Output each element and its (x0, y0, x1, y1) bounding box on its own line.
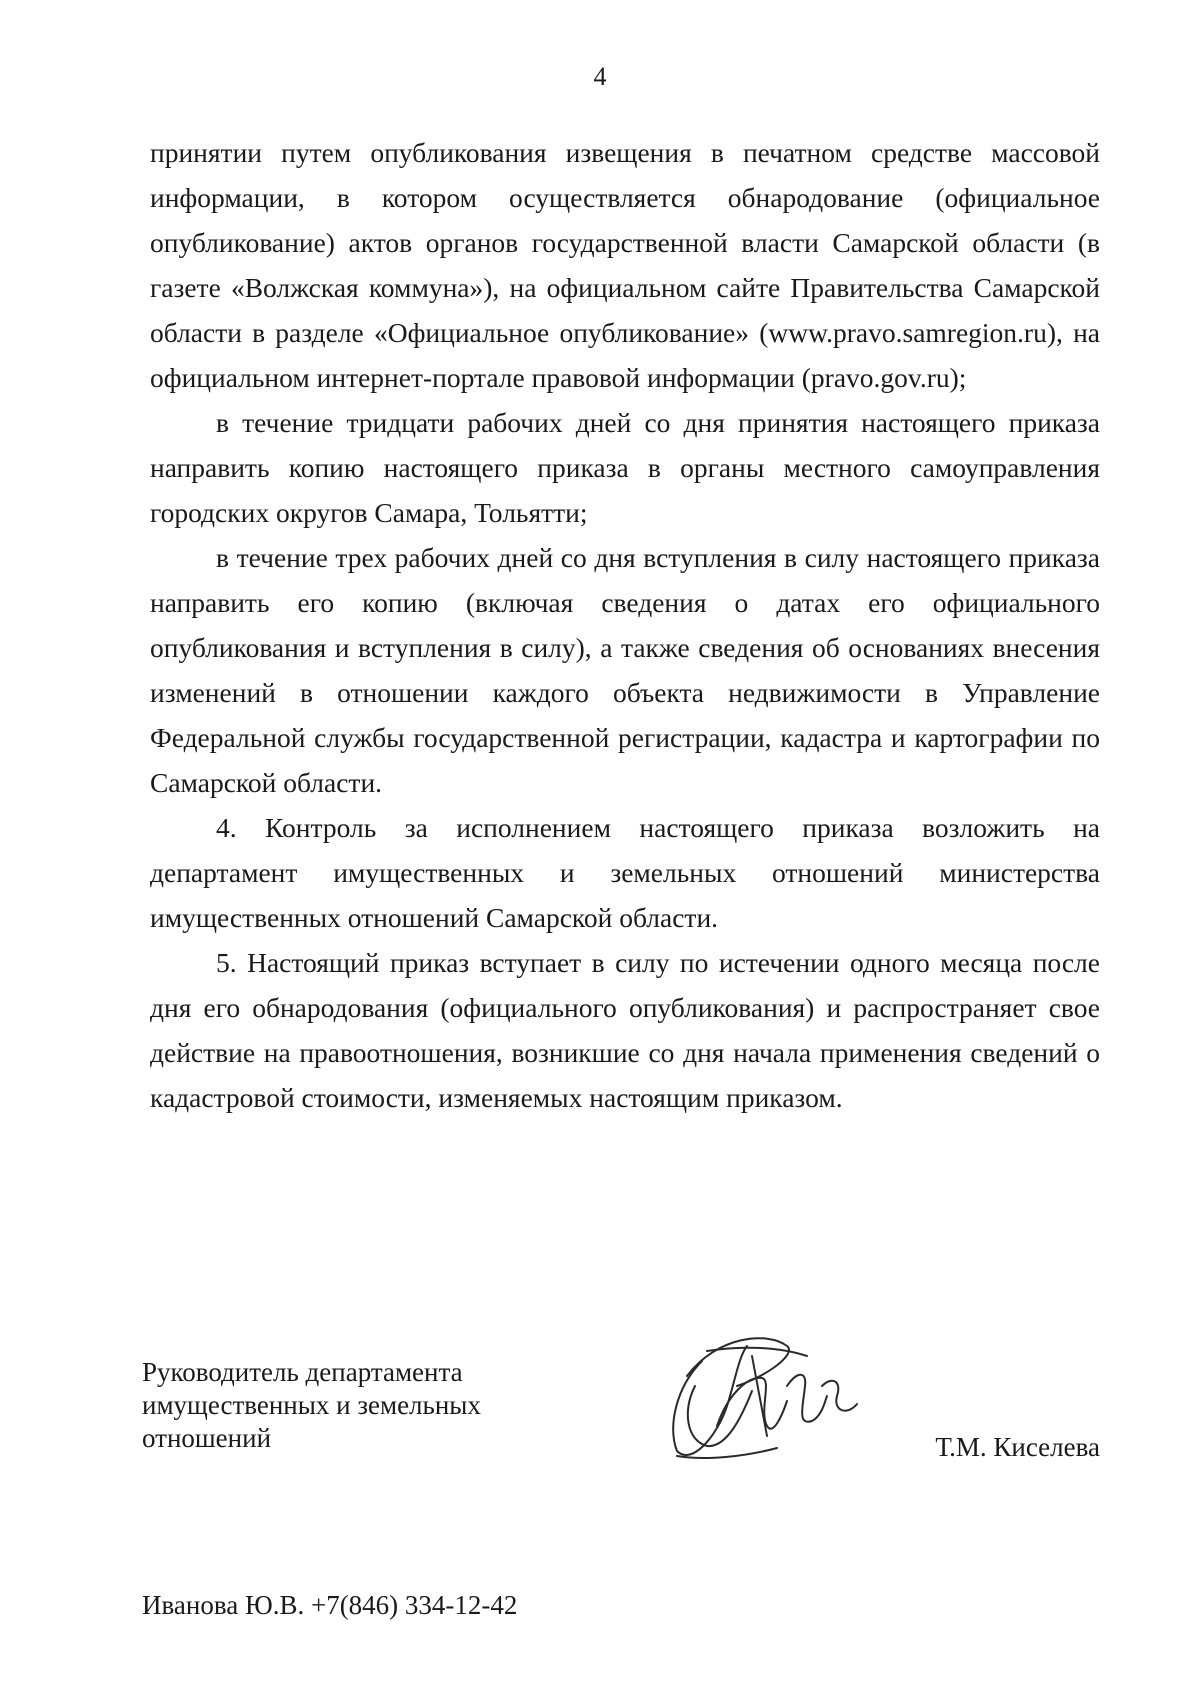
paragraph-send-copy-rosreestr: в течение трех рабочих дней со дня вступления в силу настоящего приказа направить его копию (включая сведения о датах его официального опубликования и вступления в силу), а также сведения об основаниях внесения изменений в отношении каждого объекта недвижимости в Управление Федеральной службы государственной регистрации, кадастра и картографии по Самарской области. (150, 542, 1100, 798)
paragraph-publication: принятии путем опубликования извещения в печатном средстве массовой информации, в котором осуществляется обнародование (официальное опубликование) актов органов государственной власти Самарской области (в газете «Волжская коммуна»), на официальном сайте Правительства Самарской области в разделе «Официальное опубликование» (www.pravo.samregion.ru), на официальном интернет-портале правовой информации (pravo.gov.ru); (150, 137, 1100, 393)
paragraph-entry-into-force: 5. Настоящий приказ вступает в силу по истечении одного месяца после дня его обнародования (официального опубликования) и распространяет свое действие на правоотношения, возникшие со дня начала применения сведений о кадастровой стоимости, изменяемых настоящим приказом. (150, 947, 1100, 1113)
signatory-position-line: имущественных и земельных (142, 1390, 481, 1420)
document-body (150, 130, 1100, 1120)
signatory-position-line: Руководитель департамента (142, 1357, 463, 1387)
signatory-name: Т.М. Киселева (935, 1432, 1100, 1462)
paragraph-send-copy-local-government: в течение тридцати рабочих дней со дня принятия настоящего приказа направить копию настоящего приказа в органы местного самоуправления городских округов Самара, Тольятти; (150, 407, 1100, 528)
paragraph-control: 4. Контроль за исполнением настоящего приказа возложить на департамент имущественных и земельных отношений министерства имущественных отношений Самарской области. (150, 812, 1100, 933)
page-number: 4 (593, 62, 607, 91)
executor-contact: Иванова Ю.В. +7(846) 334-12-42 (142, 1590, 518, 1620)
signature-block (142, 1356, 1100, 1486)
signatory-position (142, 1356, 481, 1455)
signatory-position-line: отношений (142, 1423, 272, 1453)
handwritten-signature (647, 1316, 877, 1466)
